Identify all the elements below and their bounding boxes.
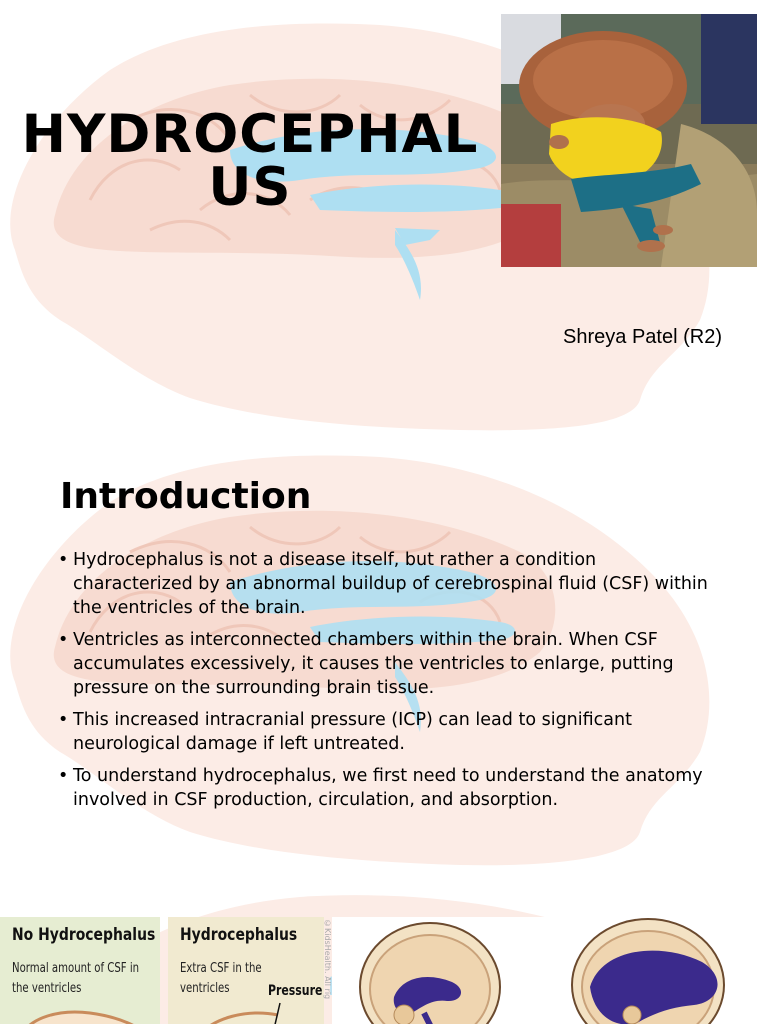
title-line-1: HYDROCEPHAL <box>21 104 479 165</box>
panel-caption: Normal amount of CSF in the ventricles <box>12 961 140 996</box>
panel-title: No Hydrocephalus <box>12 925 156 945</box>
title-line-2: US <box>208 157 292 218</box>
brain-ventricle-scans <box>332 917 768 1024</box>
bullet-item: • Ventricles as interconnected chambers within the brain. When CSF accumulates excessively, it causes the ventricles to enlarge, putting pressure on the surrounding brain tissue. <box>58 628 708 700</box>
hydrocephalus-panel <box>168 917 324 1024</box>
no-hydrocephalus-panel <box>0 917 160 1024</box>
pressure-label: Pressure <box>268 983 323 999</box>
author-name: Shreya Patel (R2) <box>563 326 722 348</box>
title-slide <box>0 0 768 432</box>
normal-head-outline <box>0 917 160 1024</box>
diagram-slide <box>0 867 768 1024</box>
bullet-list <box>58 548 708 820</box>
image-watermark: ©KidsHealth. All rig <box>323 919 332 1000</box>
panel-caption: Extra CSF in the ventricles <box>180 961 262 996</box>
bullet-item: • This increased intracranial pressure (ICP) can lead to significant neurological damage if left untreated. <box>58 708 708 756</box>
child-hydrocephalus-photo <box>501 14 757 267</box>
slide-heading: Introduction <box>60 476 312 517</box>
hydrocephalus-head-outline <box>168 917 324 1024</box>
panel-title: Hydrocephalus <box>180 925 298 945</box>
bullet-item: • To understand hydrocephalus, we first need to understand the anatomy involved in CSF production, circulation, and absorption. <box>58 764 708 812</box>
bullet-item: • Hydrocephalus is not a disease itself, but rather a condition characterized by an abnormal buildup of cerebrospinal fluid (CSF) within the ventricles of the brain. <box>58 548 708 620</box>
presentation-title <box>0 104 530 218</box>
introduction-slide <box>0 432 768 867</box>
